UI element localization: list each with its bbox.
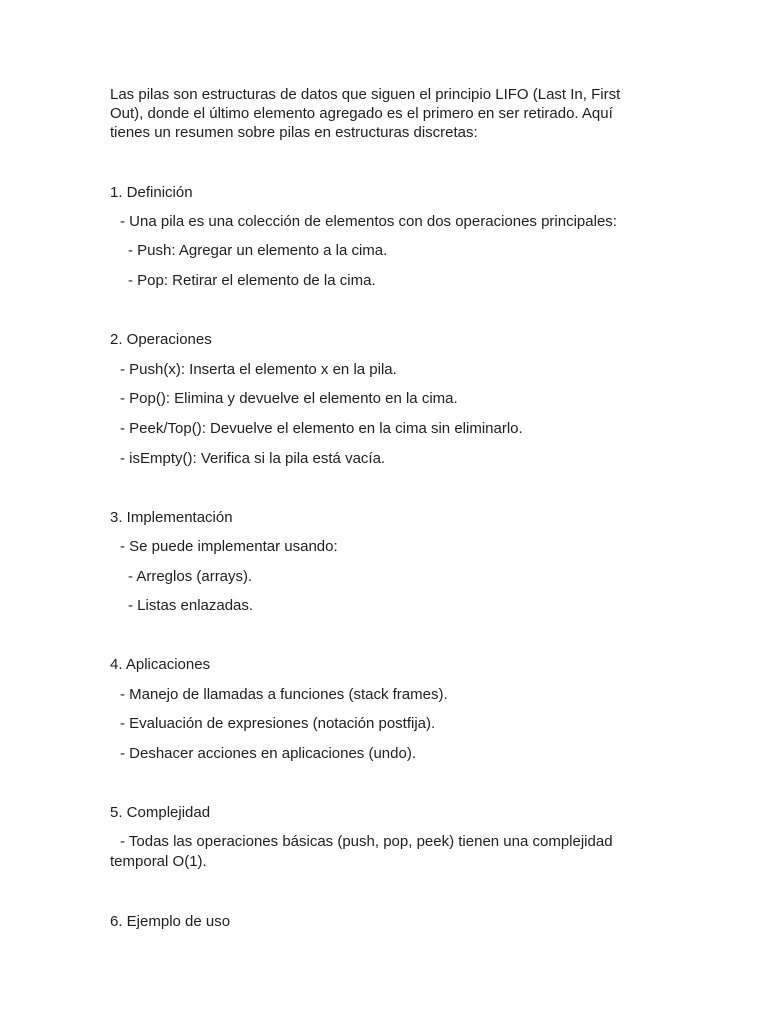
list-item: - Manejo de llamadas a funciones (stack frames). [120, 686, 448, 703]
list-item: - Listas enlazadas. [128, 597, 254, 614]
list-item: - Todas las operaciones básicas (push, pop, peek) tienen una complejidad [120, 833, 613, 850]
section-heading-aplicaciones: 4. Aplicaciones [110, 656, 211, 673]
list-item-continuation: temporal O(1). [110, 853, 207, 870]
list-item: - Push(x): Inserta el elemento x en la pila. [120, 361, 397, 378]
list-item: - isEmpty(): Verifica si la pila está vacía. [120, 450, 386, 467]
section-heading-ejemplo-de-uso: 6. Ejemplo de uso [110, 913, 231, 930]
list-item: - Evaluación de expresiones (notación postfija). [120, 715, 436, 732]
section-heading-definicion: 1. Definición [110, 184, 193, 201]
list-item: - Peek/Top(): Devuelve el elemento en la cima sin eliminarlo. [120, 420, 523, 437]
section-heading-complejidad: 5. Complejidad [110, 804, 211, 821]
list-item: - Pop: Retirar el elemento de la cima. [128, 272, 376, 289]
section-heading-operaciones: 2. Operaciones [110, 331, 212, 348]
intro-line-1: Las pilas son estructuras de datos que siguen el principio LIFO (Last In, First [110, 86, 621, 103]
intro-line-3: tienes un resumen sobre pilas en estructuras discretas: [110, 124, 478, 141]
list-item: - Se puede implementar usando: [120, 538, 338, 555]
list-item: - Pop(): Elimina y devuelve el elemento en la cima. [120, 390, 458, 407]
intro-line-2: Out), donde el último elemento agregado es el primero en ser retirado. Aquí [110, 105, 613, 122]
list-item: - Una pila es una colección de elementos con dos operaciones principales: [120, 213, 617, 230]
section-heading-implementacion: 3. Implementación [110, 509, 233, 526]
list-item: - Push: Agregar un elemento a la cima. [128, 242, 388, 259]
list-item: - Deshacer acciones en aplicaciones (undo). [120, 745, 416, 762]
list-item: - Arreglos (arrays). [128, 568, 253, 585]
